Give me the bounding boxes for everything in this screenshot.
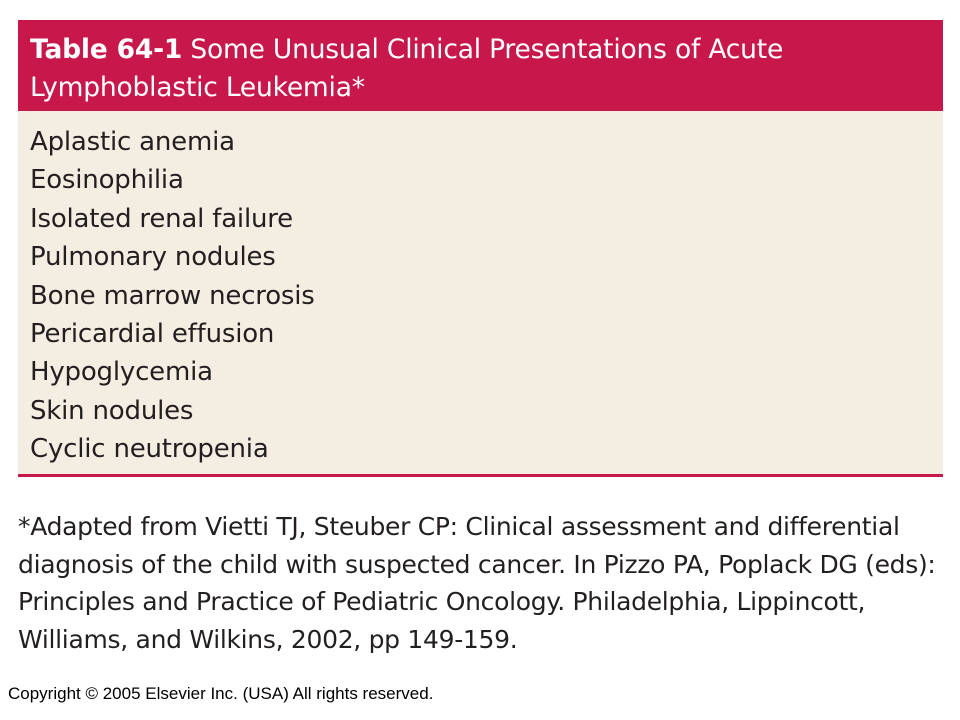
- list-item: Cyclic neutropenia: [30, 434, 269, 465]
- list-item: Pericardial effusion: [30, 319, 275, 350]
- list-item: Hypoglycemia: [30, 357, 213, 388]
- footnote: *Adapted from Vietti TJ, Steuber CP: Clinical assessment and differential diagnosis of the child with suspected cancer. In Pizzo PA, Poplack DG (eds): Principles and Practice of Pediatric Oncology. Philadelphia, Lippincott, Williams, and Wilkins, 2002, pp 149-159.: [18, 512, 936, 654]
- list-item: Eosinophilia: [30, 165, 184, 196]
- presentation-list: [30, 123, 931, 469]
- list-item: Isolated renal failure: [30, 203, 293, 234]
- list-item: Pulmonary nodules: [30, 242, 276, 273]
- table-64-1: [18, 20, 943, 477]
- table-title: Some Unusual Clinical Presentations of Acute Lymphoblastic Leukemia*: [30, 34, 784, 103]
- list-item: Aplastic anemia: [30, 127, 235, 157]
- list-item: Skin nodules: [30, 395, 194, 426]
- table-number: Table 64-1: [30, 34, 183, 65]
- list-item: Bone marrow necrosis: [30, 280, 315, 311]
- copyright-notice: Copyright © 2005 Elsevier Inc. (USA) All rights reserved.: [8, 684, 434, 703]
- table-body: [18, 111, 943, 477]
- table-header: [18, 20, 943, 111]
